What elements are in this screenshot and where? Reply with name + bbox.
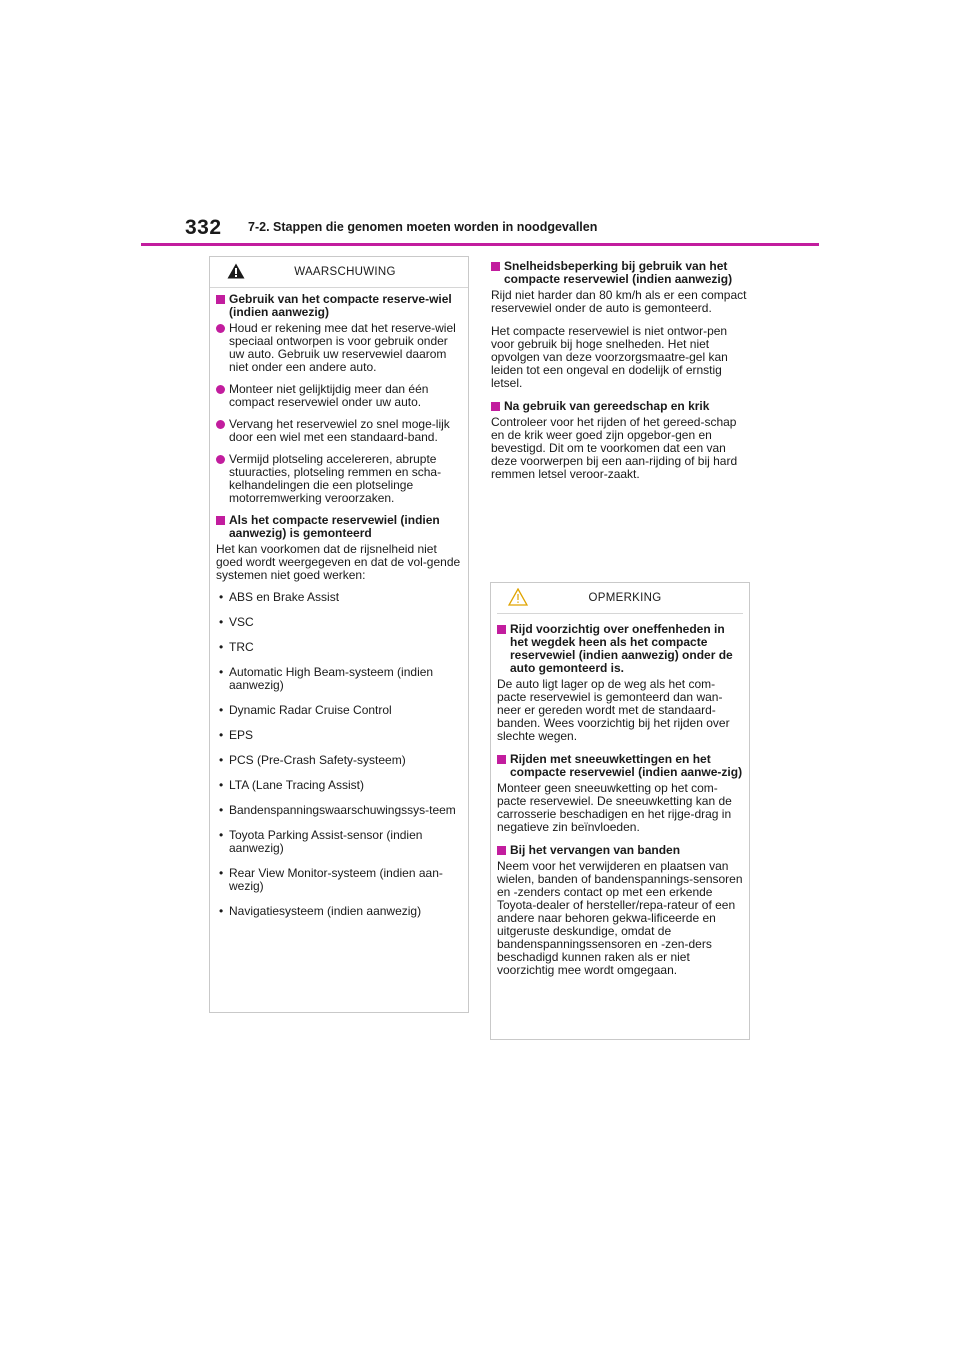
note-title: OPMERKING: [588, 592, 662, 604]
square-bullet-icon: [491, 402, 500, 411]
tools-heading: Na gebruik van gereedschap en krik: [491, 400, 749, 413]
note-heading-snow-chains: Rijden met sneeuwkettingen en het compacte reservewiel (indien aanwe-zig): [497, 753, 743, 779]
list-item: • Navigatiesysteem (indien aanwezig): [219, 904, 422, 918]
tools-text: Controleer voor het rijden of het gereed-schap en de krik weer goed zijn opgebor-gen en bevestigd. Dit om te voorkomen dat een van deze voorwerpen bij een aan-rijding of bij hard remmen letsel veroor-zaakt.: [491, 415, 738, 481]
warning-header: [210, 257, 468, 288]
list-item: • VSC: [219, 615, 254, 629]
note-snow-chains-text: Monteer geen sneeuwketting op het com-pacte reservewiel. De sneeuwketting kan de carrosserie beschadigen en het rijge-drag in negatieve zin beïnvloeden.: [497, 781, 732, 834]
list-item: Houd er rekening mee dat het reserve-wiel speciaal ontworpen is voor gebruik onder uw auto. Gebruik uw reservewiel daarom niet onder een andere auto.: [216, 322, 462, 374]
list-item: • PCS (Pre-Crash Safety-systeem): [219, 753, 406, 767]
speed-limit-warning-text: Het compacte reservewiel is niet ontwor-pen voor gebruik bij hoge snelheden. Het niet opvolgen van deze voorzorgsmaatre-gel kan leiden tot een ongeval en dodelijk of ernstig letsel.: [491, 324, 728, 390]
list-item: • LTA (Lane Tracing Assist): [219, 778, 364, 792]
speed-limit-text: Rijd niet harder dan 80 km/h als er een compact reservewiel onder de auto is gemonteerd.: [491, 288, 747, 315]
warning-heading-spare-wheel: Gebruik van het compacte reserve-wiel (indien aanwezig): [216, 293, 462, 319]
circle-bullet-icon: [216, 455, 225, 464]
square-bullet-icon: [216, 295, 225, 304]
list-item: • Bandenspanningswaarschuwingssys-teem: [219, 803, 456, 817]
list-item: • Dynamic Radar Cruise Control: [219, 703, 392, 717]
list-item: Vermijd plotseling accelereren, abrupte stuuracties, plotseling remmen en scha-kelhandelingen die een plotselinge motorremwerking veroorzaken.: [216, 453, 462, 505]
circle-bullet-icon: [216, 324, 225, 333]
note-box: [490, 582, 750, 1040]
speed-limit-heading: Snelheidsbeperking bij gebruik van het compacte reservewiel (indien aanwezig): [491, 260, 749, 286]
list-item: • Rear View Monitor-systeem (indien aan-wezig): [219, 866, 443, 893]
note-road-text: De auto ligt lager op de weg als het com-pacte reservewiel is gemonteerd dan wan-neer er gereden wordt met de standaard-banden. Wees voorzichtig bij het rijden over slechte wegen.: [497, 677, 730, 743]
square-bullet-icon: [497, 755, 506, 764]
square-bullet-icon: [497, 846, 506, 855]
circle-bullet-icon: [216, 385, 225, 394]
warning-heading-mounted: Als het compacte reservewiel (indien aanwezig) is gemonteerd: [216, 514, 462, 540]
header-rule: [141, 243, 819, 246]
page-number: 332: [185, 216, 222, 239]
circle-bullet-icon: [216, 420, 225, 429]
list-item: • Automatic High Beam-systeem (indien aanwezig): [219, 665, 434, 692]
section-title: 7-2. Stappen die genomen moeten worden in noodgevallen: [248, 220, 598, 234]
square-bullet-icon: [216, 516, 225, 525]
warning-title: WAARSCHUWING: [294, 266, 396, 278]
list-item: • EPS: [219, 728, 254, 742]
note-heading-road: Rijd voorzichtig over oneffenheden in het wegdek heen als het compacte reservewiel (indien aanwezig) onder de auto gemonteerd is.: [497, 623, 743, 675]
square-bullet-icon: [491, 262, 500, 271]
square-bullet-icon: [497, 625, 506, 634]
list-item: • TRC: [219, 640, 254, 654]
note-heading-tyres: Bij het vervangen van banden: [497, 844, 743, 857]
warning-intro: Het kan voorkomen dat de rijsnelheid niet goed wordt weergegeven en dat de vol-gende systemen niet goed werken:: [216, 542, 461, 582]
list-item: Vervang het reservewiel zo snel moge-lijk door een wiel met een standaard-band.: [216, 418, 462, 444]
list-item: Monteer niet gelijktijdig meer dan één compact reservewiel onder uw auto.: [216, 383, 462, 409]
note-tyres-text: Neem voor het verwijderen en plaatsen van wielen, banden of bandenspannings-sensoren en -zenders contact op met een erkende Toyota-dealer of hersteller/repa-rateur of een andere naar behoren gekwa-lificeerde en uitgeruste deskundige, omdat de bandenspanningssensoren en -zen-ders beschadigd kunnen raken als er niet voorzichtig mee wordt omgegaan.: [497, 859, 743, 977]
list-item: • ABS en Brake Assist: [219, 590, 340, 604]
list-item: • Toyota Parking Assist-sensor (indien aanwezig): [219, 828, 423, 855]
warning-box: [209, 256, 469, 1013]
note-header: [497, 583, 743, 614]
warning-continuation: [491, 260, 749, 491]
